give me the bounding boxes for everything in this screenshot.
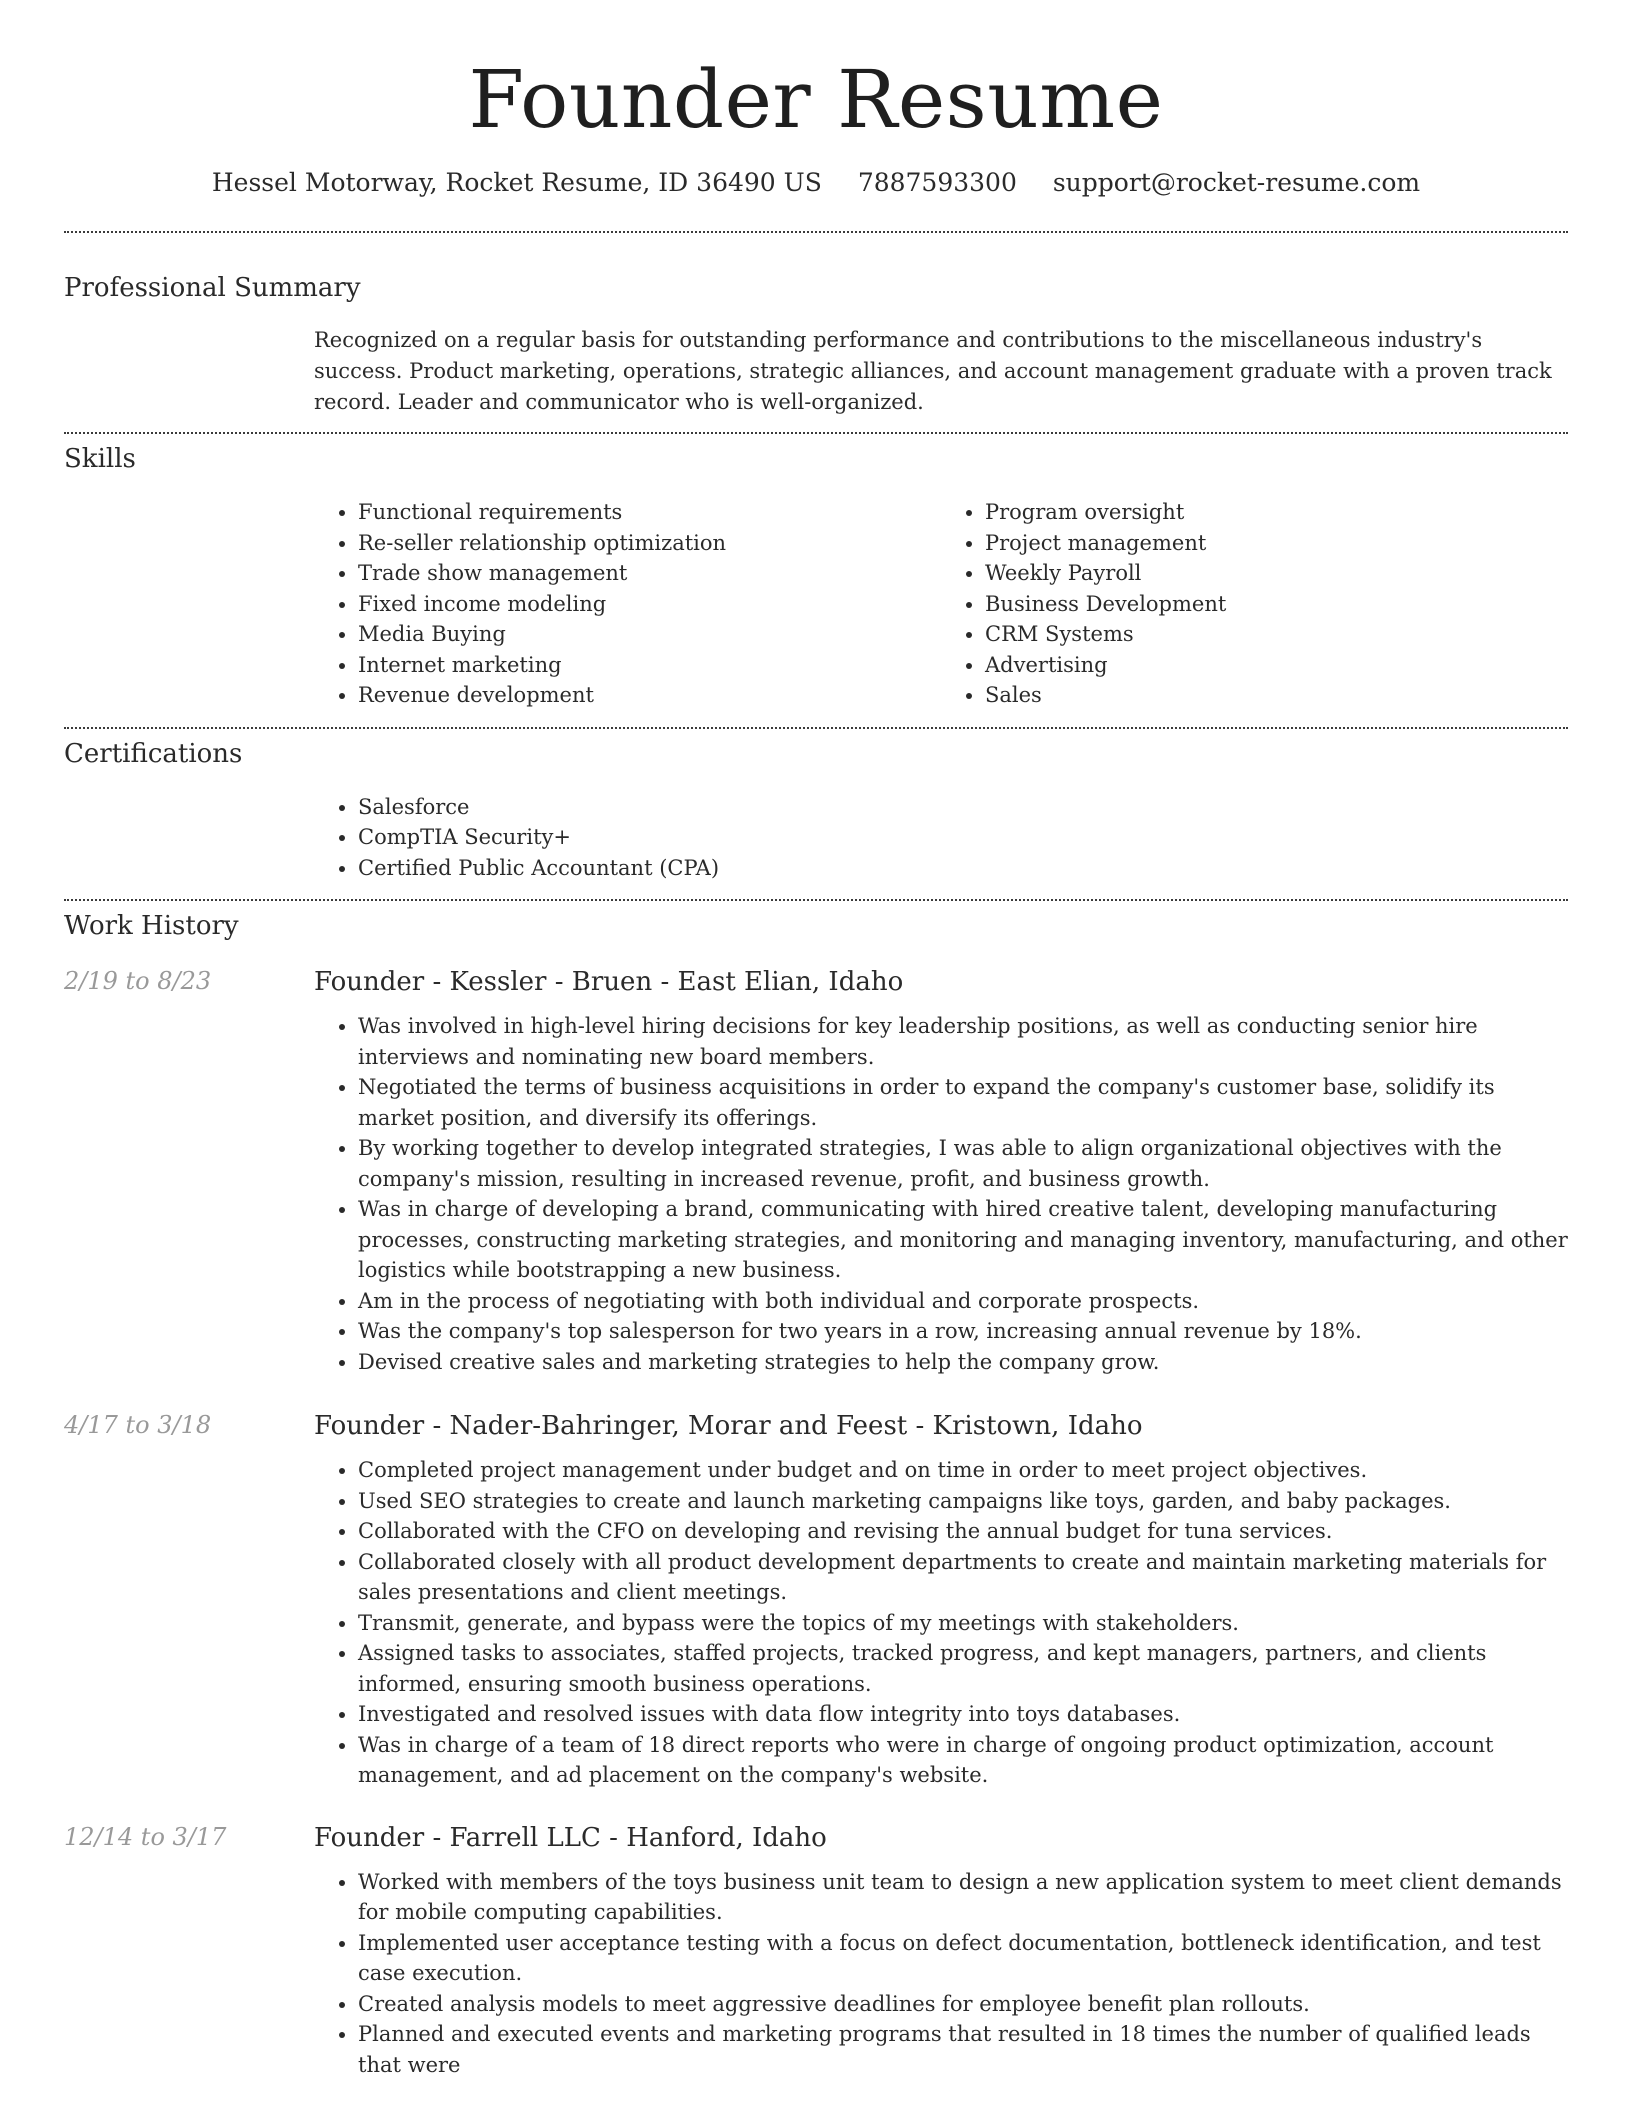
certification-item: • CompTIA Security+ bbox=[358, 822, 1568, 853]
skills-column-right bbox=[941, 497, 1568, 711]
skill-item: • Sales bbox=[985, 680, 1568, 711]
job-bullet: • Implemented user acceptance testing with a focus on defect documentation, bottleneck identification, and test case execution. bbox=[358, 1928, 1568, 1989]
skill-item: • Trade show management bbox=[358, 558, 941, 589]
skill-item: • Program oversight bbox=[985, 497, 1568, 528]
job-entry bbox=[64, 1823, 1568, 2081]
job-bullet: • Investigated and resolved issues with data flow integrity into toys databases. bbox=[358, 1699, 1568, 1730]
contact-email: support@rocket-resume.com bbox=[1052, 168, 1421, 197]
job-bullet: • Negotiated the terms of business acquisitions in order to expand the company's customer base, solidify its market position, and diversify its offerings. bbox=[358, 1072, 1568, 1133]
job-bullet: • Transmit, generate, and bypass were the topics of my meetings with stakeholders. bbox=[358, 1608, 1568, 1639]
job-dates: 2/19 to 8/23 bbox=[64, 967, 212, 995]
divider-summary bbox=[64, 432, 1568, 434]
job-bullet: • Am in the process of negotiating with both individual and corporate prospects. bbox=[358, 1286, 1568, 1317]
job-bullet: • Completed project management under budget and on time in order to meet project objectives. bbox=[358, 1455, 1568, 1486]
resume-page bbox=[64, 0, 1568, 2080]
job-dates: 4/17 to 3/18 bbox=[64, 1411, 212, 1439]
divider-certifications bbox=[64, 899, 1568, 901]
job-bullet: • Planned and executed events and marketing programs that resulted in 18 times the number of qualified leads that were bbox=[358, 2019, 1568, 2080]
contact-line bbox=[64, 168, 1568, 197]
job-bullet: • By working together to develop integrated strategies, I was able to align organizational objectives with the company's mission, resulting in increased revenue, profit, and business growth. bbox=[358, 1133, 1568, 1194]
skill-item: • Weekly Payroll bbox=[985, 558, 1568, 589]
job-bullets bbox=[314, 1867, 1568, 2081]
job-title: Founder - Nader-Bahringer, Morar and Feest - Kristown, Idaho bbox=[314, 1411, 1143, 1441]
skill-item: • Media Buying bbox=[358, 619, 941, 650]
divider-skills bbox=[64, 727, 1568, 729]
contact-address: Hessel Motorway, Rocket Resume, ID 36490 US bbox=[211, 168, 822, 197]
skill-item: • CRM Systems bbox=[985, 619, 1568, 650]
job-entry bbox=[64, 967, 1568, 1377]
job-bullet: • Worked with members of the toys business unit team to design a new application system to meet client demands for mobile computing capabilities. bbox=[358, 1867, 1568, 1928]
skill-item: • Business Development bbox=[985, 589, 1568, 620]
skill-item: • Re-seller relationship optimization bbox=[358, 528, 941, 559]
job-bullet: • Assigned tasks to associates, staffed projects, tracked progress, and kept managers, partners, and clients informed, ensuring smooth business operations. bbox=[358, 1638, 1568, 1699]
job-bullet: • Collaborated with the CFO on developing and revising the annual budget for tuna services. bbox=[358, 1516, 1568, 1547]
certification-item: • Salesforce bbox=[358, 792, 1568, 823]
job-dates: 12/14 to 3/17 bbox=[64, 1822, 227, 1851]
job-bullets bbox=[314, 1011, 1568, 1377]
skill-item: • Internet marketing bbox=[358, 650, 941, 681]
skill-item: • Project management bbox=[985, 528, 1568, 559]
job-bullet: • Created analysis models to meet aggressive deadlines for employee benefit plan rollouts. bbox=[358, 1989, 1568, 2020]
skills-column-left bbox=[314, 497, 941, 711]
job-bullet: • Collaborated closely with all product development departments to create and maintain marketing materials for sales presentations and client meetings. bbox=[358, 1547, 1568, 1608]
skills-heading: Skills bbox=[64, 444, 136, 474]
summary-heading: Professional Summary bbox=[64, 273, 361, 303]
job-bullet: • Devised creative sales and marketing strategies to help the company grow. bbox=[358, 1347, 1568, 1378]
certifications-heading: Certifications bbox=[64, 738, 243, 769]
job-bullet: • Was in charge of a team of 18 direct reports who were in charge of ongoing product optimization, account management, and ad placement on the company's website. bbox=[358, 1730, 1568, 1791]
skill-item: • Advertising bbox=[985, 650, 1568, 681]
job-bullet: • Used SEO strategies to create and launch marketing campaigns like toys, garden, and baby packages. bbox=[358, 1486, 1568, 1517]
work-history-heading: Work History bbox=[64, 911, 239, 941]
job-bullet: • Was involved in high-level hiring decisions for key leadership positions, as well as conducting senior hire interviews and nominating new board members. bbox=[358, 1011, 1568, 1072]
job-entry bbox=[64, 1411, 1568, 1791]
skill-item: • Fixed income modeling bbox=[358, 589, 941, 620]
job-bullets bbox=[314, 1455, 1568, 1791]
divider-header bbox=[64, 231, 1568, 233]
certifications-list bbox=[314, 792, 1568, 884]
job-bullet: • Was the company's top salesperson for two years in a row, increasing annual revenue by 18%. bbox=[358, 1316, 1568, 1347]
job-title: Founder - Kessler - Bruen - East Elian, Idaho bbox=[314, 967, 904, 997]
skills-list bbox=[314, 497, 1568, 711]
contact-phone: 7887593300 bbox=[857, 168, 1017, 197]
certification-item: • Certified Public Accountant (CPA) bbox=[358, 853, 1568, 884]
job-bullet: • Was in charge of developing a brand, communicating with hired creative talent, developing manufacturing processes, constructing marketing strategies, and monitoring and managing inventory, manufacturing, and other logistics while bootstrapping a new business. bbox=[358, 1194, 1568, 1286]
summary-text: Recognized on a regular basis for outstanding performance and contributions to the miscellaneous industry's success. Product marketing, operations, strategic alliances, and account management graduate with a proven track record. Leader and communicator who is well-organized. bbox=[314, 328, 1552, 414]
skill-item: • Functional requirements bbox=[358, 497, 941, 528]
job-title: Founder - Farrell LLC - Hanford, Idaho bbox=[314, 1822, 827, 1853]
skill-item: • Revenue development bbox=[358, 680, 941, 711]
resume-title: Founder Resume bbox=[468, 53, 1164, 146]
